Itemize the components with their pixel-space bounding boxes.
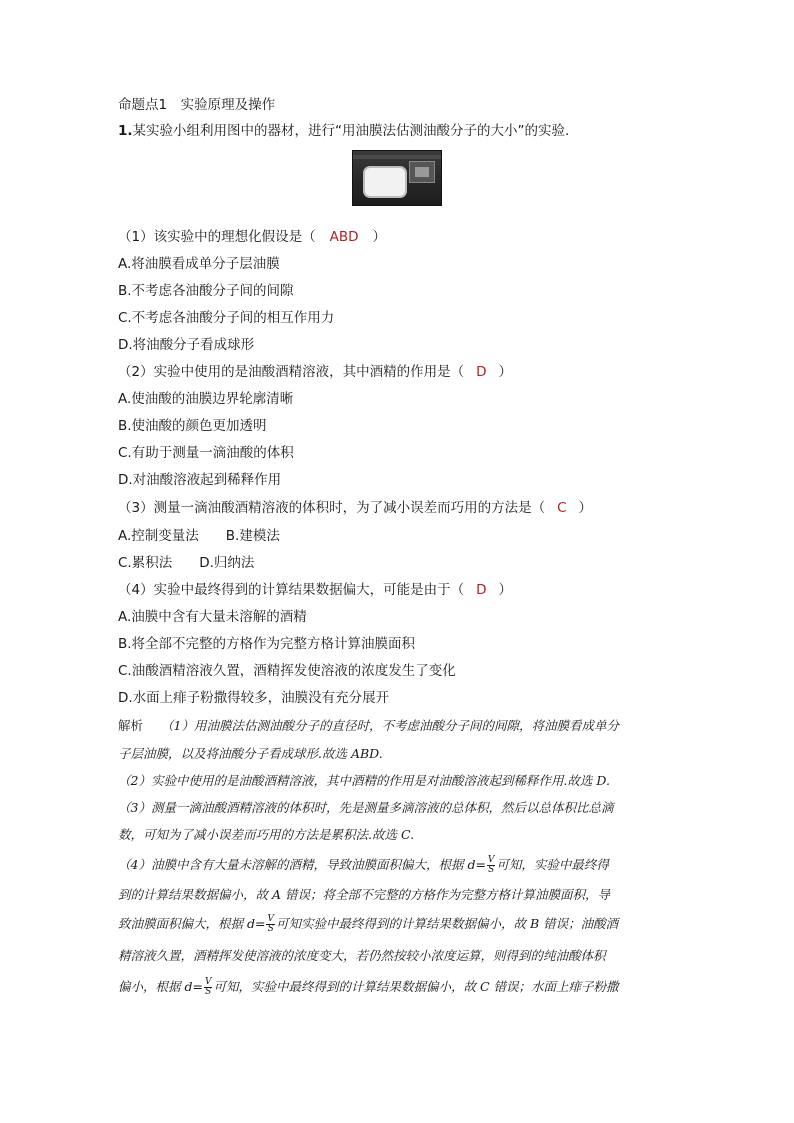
solution-label: 解析 <box>118 718 144 733</box>
option: A.将油膜看成单分子层油膜 <box>118 256 280 272</box>
solution-line: （2）实验中使用的是油酸酒精溶液，其中酒精的作用是对油酸溶液起到稀释作用.故选 D. <box>118 773 610 788</box>
question-stem <box>118 122 569 140</box>
option: B.将全部不完整的方格作为完整方格计算油膜面积 <box>118 636 416 652</box>
part-3-prompt: （3）测量一滴油酸酒精溶液的体积时，为了减小误差而巧用的方法是（ C ） <box>118 500 593 516</box>
formula-d-equals-v-over-s: d= $\frac{V}{S}$ <box>467 855 495 875</box>
experiment-apparatus-image <box>352 150 442 206</box>
part-4-prompt: （4）实验中最终得到的计算结果数据偏大，可能是由于（ D ） <box>118 582 512 598</box>
solution-line: （4）油膜中含有大量未溶解的酒精，导致油膜面积偏大，根据 d= $\frac{V}{S}$ 可知，实验中最终得 <box>118 855 609 875</box>
question-text: 某实验小组利用图中的器材，进行“用油膜法估测油酸分子的大小”的实验. <box>132 123 570 139</box>
question-number: 1. <box>118 123 133 139</box>
option: D.将油酸分子看成球形 <box>118 337 255 353</box>
shallow-tray-shape <box>363 166 407 198</box>
solution-line: 数，可知为了减小误差而巧用的方法是累积法.故选 C. <box>118 827 415 842</box>
section-heading: 命题点1 实验原理及操作 <box>118 97 276 113</box>
answer-mark: D <box>476 582 487 598</box>
option: B.使油酸的颜色更加透明 <box>118 418 267 434</box>
solution-line: 精溶液久置，酒精挥发使溶液的浓度变大，若仍然按较小浓度运算，则得到的纯油酸体积 <box>118 948 606 963</box>
answer-mark: D <box>476 364 487 380</box>
option: C.累积法 D.归纳法 <box>118 555 255 571</box>
option: A.控制变量法 B.建模法 <box>118 528 280 544</box>
option: A.使油酸的油膜边界轮廓清晰 <box>118 391 294 407</box>
solution-line: 解析 （1）用油膜法估测油酸分子的直径时，不考虑油酸分子间的间隙，将油膜看成单分 <box>118 718 619 733</box>
part-2-prompt: （2）实验中使用的是油酸酒精溶液，其中酒精的作用是（ D ） <box>118 364 512 380</box>
answer-mark: ABD <box>329 229 359 245</box>
formula-d-equals-v-over-s: d= $\frac{V}{S}$ <box>246 914 274 934</box>
answer-mark: C <box>557 500 567 516</box>
glass-plate-shape <box>409 161 435 183</box>
solution-line: 子层油膜，以及将油酸分子看成球形.故选 ABD. <box>118 746 383 761</box>
solution-line: （3）测量一滴油酸酒精溶液的体积时，先是测量多滴溶液的总体积，然后以总体积比总滴 <box>118 800 614 815</box>
part-1-prompt: （1）该实验中的理想化假设是（ ABD ） <box>118 229 386 245</box>
option: C.油酸酒精溶液久置，酒精挥发使溶液的浓度发生了变化 <box>118 663 456 679</box>
formula-d-equals-v-over-s: d= $\frac{V}{S}$ <box>184 977 212 997</box>
option: B.不考虑各油酸分子间的间隙 <box>118 283 294 299</box>
option: D.水面上痱子粉撒得较多，油膜没有充分展开 <box>118 690 390 706</box>
option: C.不考虑各油酸分子间的相互作用力 <box>118 310 335 326</box>
solution-line: 致油膜面积偏大，根据 d= $\frac{V}{S}$ 可知实验中最终得到的计算结果数据偏小，故 B 错误；油酸酒 <box>118 914 619 934</box>
solution-line: 到的计算结果数据偏小，故 A 错误；将全部不完整的方格作为完整方格计算油膜面积，导 <box>118 887 610 902</box>
solution-line: 偏小，根据 d= $\frac{V}{S}$ 可知，实验中最终得到的计算结果数据偏小，故 C 错误；水面上痱子粉撒 <box>118 977 619 997</box>
option: A.油膜中含有大量未溶解的酒精 <box>118 609 307 625</box>
option: C.有助于测量一滴油酸的体积 <box>118 445 294 461</box>
option: D.对油酸溶液起到稀释作用 <box>118 472 282 488</box>
